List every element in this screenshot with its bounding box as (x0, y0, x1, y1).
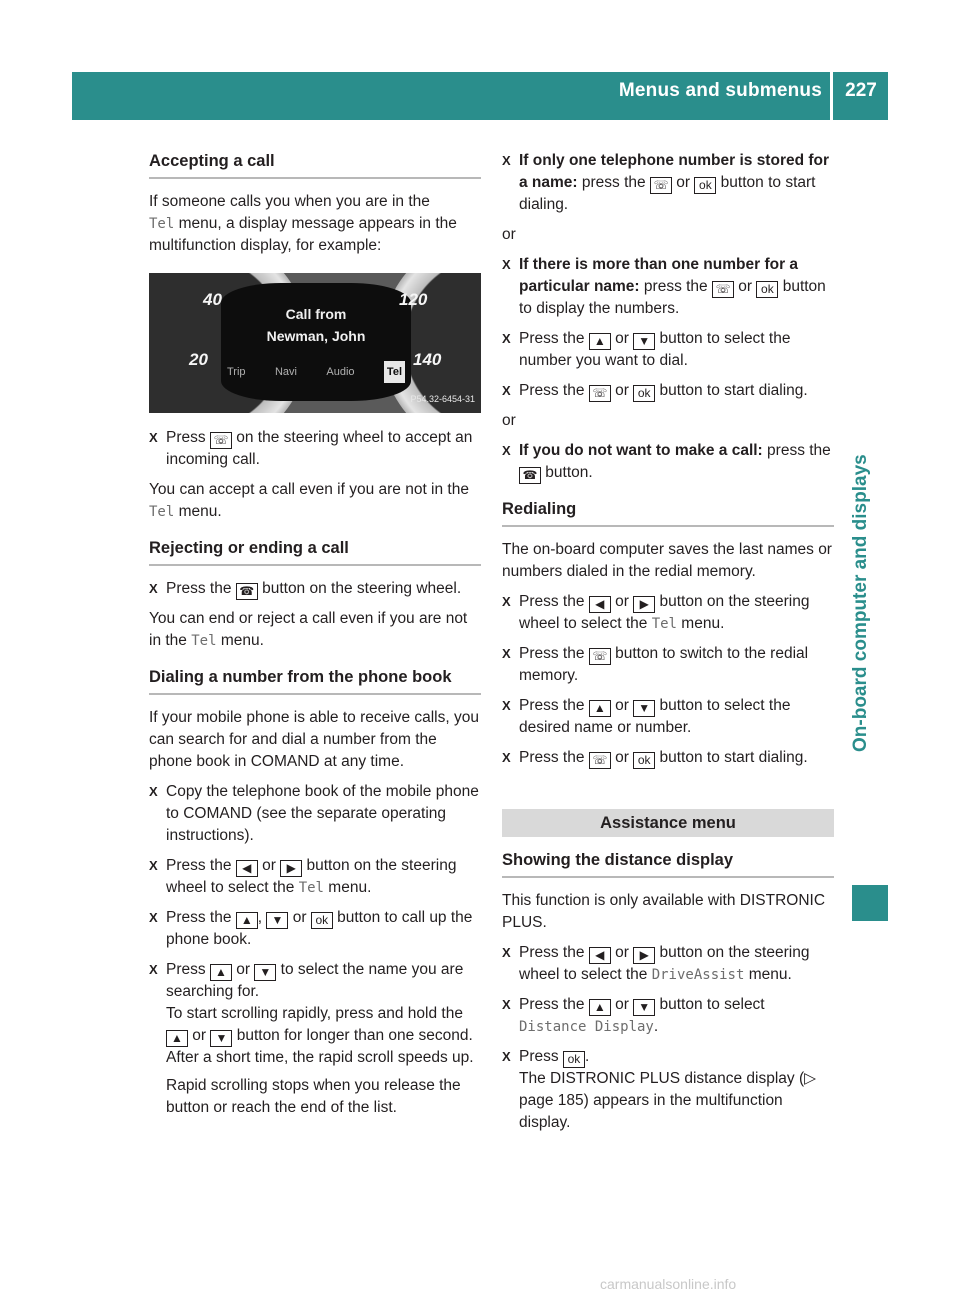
text: button to start dialing. (655, 749, 808, 766)
instruction-step (149, 781, 481, 847)
text: menu. (216, 632, 264, 649)
ok-key-icon: ok (694, 177, 716, 194)
text: or (610, 697, 634, 714)
display-menu-audio: Audio (326, 366, 355, 378)
up-key-icon: ▲ (589, 333, 611, 350)
phone-accept-icon: ☏ (589, 648, 611, 665)
step-bullet-icon: X (502, 594, 511, 609)
text: If someone calls you when you are in the (149, 193, 430, 210)
text: You can accept a call even if you are not in the (149, 481, 469, 498)
photo-id: P54.32-6454-31 (410, 394, 475, 404)
paragraph: This function is only available with DISTRONIC PLUS. (502, 892, 826, 931)
section-title-redialing: Redialing (502, 498, 834, 527)
text: Press the (519, 645, 589, 662)
text: button to switch to the redial memory. (519, 645, 809, 684)
phone-accept-icon: ☏ (712, 281, 734, 298)
instruction-step (502, 328, 834, 372)
instruction-step (149, 907, 481, 951)
speed-label: 20 (189, 350, 208, 369)
instruction-step (502, 380, 834, 402)
instruction-step (149, 855, 481, 899)
text: button on the steering wheel to select the (519, 593, 810, 632)
text: Press the (166, 909, 236, 926)
step-bullet-icon: X (502, 443, 511, 458)
section-title-rejecting: Rejecting or ending a call (149, 537, 481, 566)
right-arrow-key-icon: ▶ (280, 860, 302, 877)
watermark: carmanualsonline.info (600, 1276, 737, 1292)
phone-end-icon: ☎ (236, 583, 258, 600)
side-tab-label: On-board computer and displays (850, 454, 871, 752)
speed-label: 120 (399, 290, 428, 309)
instruction-step (502, 643, 834, 687)
text: Rapid scrolling stops when you release the button or reach the end of the list. (166, 1077, 461, 1116)
text: Press the (519, 749, 589, 766)
paragraph: If your mobile phone is able to receive calls, you can search for and dial a number from the phone book in COMAND at any time. (149, 709, 479, 770)
instruction-step (149, 959, 481, 1119)
step-bullet-icon: X (502, 997, 511, 1012)
page-header-title: Menus and submenus (618, 80, 822, 101)
step-bullet-icon: X (149, 962, 158, 977)
up-key-icon: ▲ (236, 912, 258, 929)
text: To start scrolling rapidly, press and hold the (166, 1005, 463, 1022)
phone-accept-icon: ☏ (210, 432, 232, 449)
text: If there is more than one number for a particular name: (519, 256, 799, 295)
phone-accept-icon: ☏ (589, 752, 611, 769)
left-arrow-key-icon: ◀ (589, 947, 611, 964)
ok-key-icon: ok (756, 281, 778, 298)
left-column (149, 150, 481, 1127)
text: to select the name you are searching for. (166, 961, 464, 1000)
down-key-icon: ▼ (633, 333, 655, 350)
text: Copy the telephone book of the mobile phone to COMAND (see the separate operating instructions). (166, 783, 479, 844)
or-label: or (502, 412, 516, 429)
display-menu-navi: Navi (274, 366, 297, 378)
text: or (610, 330, 634, 347)
menu-name-distance-display: Distance Display (519, 1019, 654, 1035)
text: menu, a display message appears in the multifunction display, for example: (149, 215, 457, 254)
ok-key-icon: ok (311, 912, 333, 929)
text: Press the (166, 580, 236, 597)
phone-accept-icon: ☏ (650, 177, 672, 194)
text: If you do not want to make a call: (519, 442, 763, 459)
instruction-step (502, 695, 834, 739)
header-divider (830, 72, 833, 120)
menu-name-tel: Tel (651, 616, 677, 632)
step-bullet-icon: X (149, 430, 158, 445)
text: button to start dialing. (519, 174, 816, 213)
text: or (610, 944, 634, 961)
text: menu. (744, 966, 792, 983)
step-bullet-icon: X (149, 858, 158, 873)
step-bullet-icon: X (502, 1049, 511, 1064)
down-key-icon: ▼ (254, 964, 276, 981)
paragraph: The on-board computer saves the last names or numbers dialed in the redial memory. (502, 541, 832, 580)
left-arrow-key-icon: ◀ (236, 860, 258, 877)
menu-name-driveassist: DriveAssist (651, 967, 745, 983)
instruction-step (502, 747, 834, 769)
text: . (584, 1048, 590, 1065)
text: If only one telephone number is stored for a name: (519, 152, 830, 191)
text: or (610, 996, 634, 1013)
speed-label: 140 (413, 350, 442, 369)
up-key-icon: ▲ (166, 1030, 188, 1047)
text: . (653, 1018, 659, 1035)
menu-name-tel: Tel (149, 216, 175, 232)
text: Press the (519, 330, 589, 347)
down-key-icon: ▼ (633, 999, 655, 1016)
right-column (502, 150, 834, 1142)
page-number: 227 (845, 80, 877, 101)
step-bullet-icon: X (502, 383, 511, 398)
text: or (257, 857, 281, 874)
ok-key-icon: ok (633, 752, 655, 769)
text: Press (519, 1048, 563, 1065)
text: or (288, 909, 311, 926)
text: The DISTRONIC PLUS distance display ( (519, 1070, 805, 1087)
text: Press (166, 429, 210, 446)
text: on the steering wheel to accept an incoming call. (166, 429, 473, 468)
step-bullet-icon: X (502, 945, 511, 960)
text: or (610, 382, 634, 399)
phone-accept-icon: ☏ (589, 385, 611, 402)
step-bullet-icon: X (502, 331, 511, 346)
display-menu-bar (227, 361, 405, 383)
text: or (610, 749, 634, 766)
instruction-step (502, 591, 834, 635)
step-bullet-icon: X (502, 153, 511, 168)
section-title-distance-display: Showing the distance display (502, 849, 834, 878)
text: menu. (324, 879, 372, 896)
text: You can end or reject a call even if you are not in the (149, 610, 468, 649)
section-title-accepting: Accepting a call (149, 150, 481, 179)
section-title-dialing: Dialing a number from the phone book (149, 666, 481, 695)
accept-paragraph (149, 191, 481, 257)
display-menu-tel: Tel (384, 361, 405, 383)
text: button. (541, 464, 593, 481)
ok-key-icon: ok (633, 385, 655, 402)
right-arrow-key-icon: ▶ (633, 947, 655, 964)
instruction-step (502, 150, 834, 216)
menu-name-tel: Tel (149, 504, 175, 520)
instruction-step (502, 1046, 834, 1134)
text: button to display the numbers. (519, 278, 826, 317)
step-bullet-icon: X (149, 784, 158, 799)
text: or (231, 961, 255, 978)
or-label: or (502, 226, 516, 243)
down-key-icon: ▼ (210, 1030, 232, 1047)
display-menu-trip: Trip (227, 366, 246, 378)
assistance-menu-heading: Assistance menu (502, 809, 834, 837)
text: menu. (677, 615, 725, 632)
text: or (671, 174, 695, 191)
up-key-icon: ▲ (589, 700, 611, 717)
text: , (257, 909, 267, 926)
text: button on the steering wheel to select the (166, 857, 457, 896)
instruction-step (149, 578, 481, 600)
display-caller-name: Newman, John (266, 328, 366, 344)
text: Press the (519, 944, 589, 961)
up-key-icon: ▲ (210, 964, 232, 981)
text: or (733, 278, 757, 295)
instruction-step (502, 942, 834, 986)
text: menu. (174, 503, 222, 520)
right-arrow-key-icon: ▶ (633, 596, 655, 613)
instruction-step (502, 254, 834, 320)
multifunction-display-image (149, 273, 481, 413)
text: button for longer than one second. After a short time, the rapid scroll speeds up. (166, 1027, 474, 1066)
text: ) appears in the multifunction display. (519, 1092, 783, 1131)
instruction-step (149, 427, 481, 471)
step-bullet-icon: X (502, 750, 511, 765)
paragraph (149, 608, 481, 652)
text: press the (577, 174, 650, 191)
ok-key-icon: ok (563, 1051, 585, 1068)
instruction-step (502, 440, 834, 484)
step-bullet-icon: X (502, 698, 511, 713)
menu-name-tel: Tel (298, 880, 324, 896)
step-bullet-icon: X (502, 646, 511, 661)
text: button to select (655, 996, 765, 1013)
step-bullet-icon: X (502, 257, 511, 272)
speed-label: 40 (203, 290, 222, 309)
instruction-step (502, 994, 834, 1038)
text: Press the (519, 697, 589, 714)
step-bullet-icon: X (149, 910, 158, 925)
text: button on the steering wheel. (257, 580, 462, 597)
text: press the (762, 442, 831, 459)
text: press the (639, 278, 712, 295)
text: or (188, 1027, 211, 1044)
page-reference-link[interactable]: ▷ page 185 (519, 1070, 817, 1109)
up-key-icon: ▲ (589, 999, 611, 1016)
text: button to start dialing. (655, 382, 808, 399)
down-key-icon: ▼ (633, 700, 655, 717)
left-arrow-key-icon: ◀ (589, 596, 611, 613)
text: Press (166, 961, 210, 978)
down-key-icon: ▼ (266, 912, 288, 929)
paragraph (149, 479, 481, 523)
text: button to call up the phone book. (166, 909, 473, 948)
text: button to select the number you want to dial. (519, 330, 791, 369)
text: Press the (519, 382, 589, 399)
text: Press the (166, 857, 236, 874)
text: button on the steering wheel to select the (519, 944, 810, 983)
text: Press the (519, 996, 589, 1013)
side-tab-marker (852, 885, 888, 921)
text: button to select the desired name or number. (519, 697, 791, 736)
display-call-from: Call from (285, 306, 347, 322)
phone-end-icon: ☎ (519, 467, 541, 484)
menu-name-tel: Tel (191, 633, 217, 649)
text: Press the (519, 593, 589, 610)
step-bullet-icon: X (149, 581, 158, 596)
text: or (610, 593, 634, 610)
